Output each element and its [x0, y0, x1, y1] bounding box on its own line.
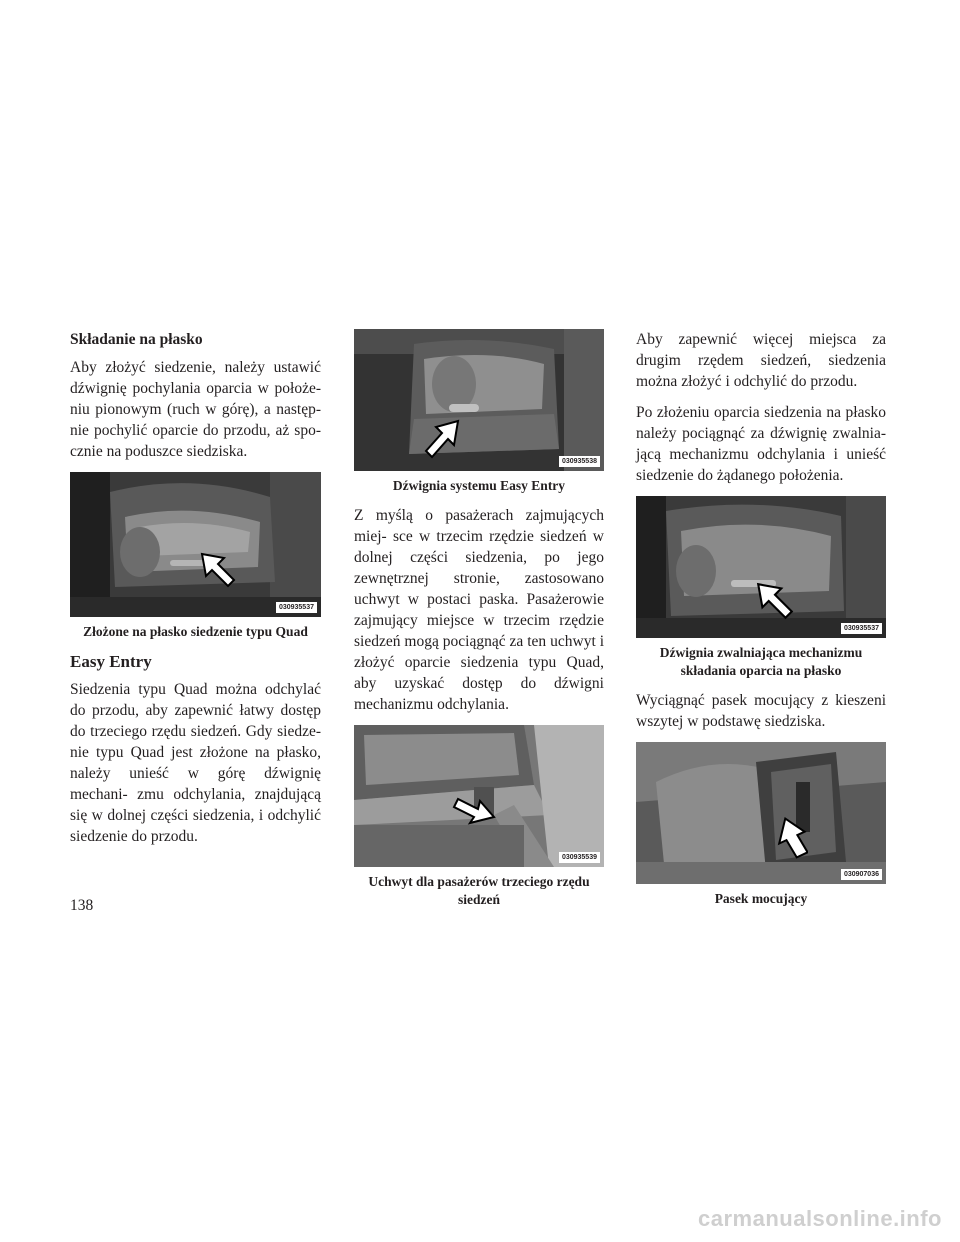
column-left — [70, 329, 321, 857]
column-middle — [354, 329, 604, 919]
paragraph-more-space: Aby zapewnić więcej miejsca za drugim rzędem siedzeń, siedzenia można złożyć i odchylić do przodu. — [636, 331, 886, 390]
figure-caption: Dźwignia zwalniająca mechanizmu składania oparcia na płasko — [659, 645, 863, 678]
paragraph-third-row-strap: Z myślą o pasażerach zajmujących miej- sce w trzecim rzędzie siedzeń w dolnej części siedzenia, po jego zewnętrznej stronie, zastosowano uchwyt w postaci paska. Pasażerowie zajmujący miejsce w trzecim rzędzie siedzeń mogą pociągnąć za ten uchwyt i złożyć oparcie siedzenia typu Quad, aby uzyskać dostęp do dźwigni mechanizmu odchylania. — [354, 507, 604, 713]
page-number: 138 — [70, 897, 94, 914]
paragraph-easy-entry: Siedzenia typu Quad można odchylać do przodu, aby zapewnić łatwy dostęp do trzeciego rzędu siedzeń. Gdy siedze- nie typu Quad jest złożone na płasko, należy unieść w górę dźwignię mechani- zmu odchylania, znajdującą się w dolnej części siedzenia, i odchylić siedzenie do przodu. — [70, 681, 321, 845]
arrow-icon — [424, 417, 464, 461]
figure-release-lever — [636, 496, 886, 680]
figure-folded-quad-seat — [70, 472, 321, 641]
figure-caption: Dźwignia systemu Easy Entry — [392, 478, 566, 493]
column-right — [636, 329, 886, 918]
photo-folded-quad-seat — [70, 472, 321, 617]
photo-release-lever — [636, 496, 886, 638]
figure-tether-strap — [636, 742, 886, 908]
figure-caption: Uchwyt dla pasażerów trzeciego rzędu siedzeń — [368, 874, 590, 907]
photo-third-row-strap — [354, 725, 604, 867]
section-heading-easy-entry: Easy Entry — [70, 652, 152, 671]
figure-caption: Złożone na płasko siedzenie typu Quad — [83, 624, 308, 639]
arrow-icon — [450, 793, 498, 829]
image-code: 030935537 — [841, 623, 882, 634]
figure-easy-entry-lever — [354, 329, 604, 495]
figure-caption: Pasek mocujący — [714, 891, 808, 906]
photo-tether-strap — [636, 742, 886, 884]
seat-illustration — [70, 472, 321, 617]
paragraph-release-lever: Po złożeniu oparcia siedzenia na płasko należy pociągnąć za dźwignię zwalnia- jącą mechanizmu odchylania i unieść siedzenie do żądanego położenia. — [636, 404, 886, 484]
photo-easy-entry-lever — [354, 329, 604, 471]
arrow-icon — [774, 816, 808, 860]
figure-third-row-strap — [354, 725, 604, 909]
section-heading-fold-flat: Składanie na płasko — [70, 331, 203, 348]
image-code: 030935537 — [276, 602, 317, 613]
arrow-icon — [198, 550, 238, 590]
image-code: 030935538 — [559, 456, 600, 467]
seat-illustration — [636, 742, 886, 884]
paragraph-tether-strap: Wyciągnąć pasek mocujący z kieszeni wszytej w podstawę siedziska. — [636, 692, 886, 730]
watermark: carmanualsonline.info — [698, 1206, 942, 1231]
seat-illustration — [354, 329, 604, 471]
image-code: 030935539 — [559, 852, 600, 863]
arrow-icon — [754, 580, 796, 622]
paragraph-fold-flat: Aby złożyć siedzenie, należy ustawić dźwignię pochylania oparcia w położe- niu pionowym (ruch w górę), a następ- nie pochylić oparcie do przodu, aż spo- cznie na poduszce siedziska. — [70, 359, 321, 460]
image-code: 030907036 — [841, 869, 882, 880]
